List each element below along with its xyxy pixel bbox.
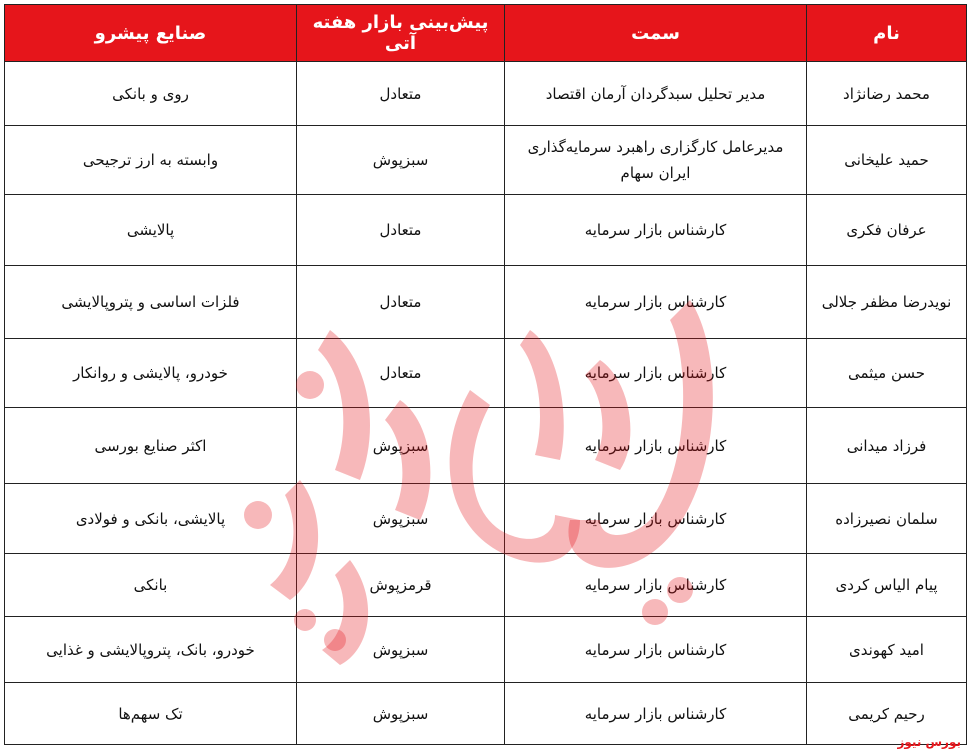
cell-industries: تک سهم‌ها — [5, 683, 297, 745]
table-row — [5, 683, 967, 745]
header-industries: صنایع پیشرو — [5, 5, 297, 62]
cell-industries: بانکی — [5, 554, 297, 617]
cell-role: کارشناس بازار سرمایه — [505, 339, 807, 408]
table-row — [5, 617, 967, 683]
source-label: بورس نیوز — [897, 735, 961, 749]
cell-name: فرزاد میدانی — [807, 408, 967, 484]
cell-role: مدیرعامل کارگزاری راهبرد سرمایه‌گذاری ایران سهام — [505, 126, 807, 195]
cell-industries: وابسته به ارز ترجیحی — [5, 126, 297, 195]
cell-name: سلمان نصیرزاده — [807, 484, 967, 554]
cell-role: کارشناس بازار سرمایه — [505, 484, 807, 554]
cell-name: نویدرضا مظفر جلالی — [807, 266, 967, 339]
cell-role: کارشناس بازار سرمایه — [505, 554, 807, 617]
cell-forecast: متعادل — [297, 266, 505, 339]
cell-industries: پالایشی — [5, 195, 297, 266]
table-row — [5, 339, 967, 408]
cell-forecast: قرمزپوش — [297, 554, 505, 617]
cell-role: کارشناس بازار سرمایه — [505, 195, 807, 266]
cell-industries: خودرو، بانک، پتروپالایشی و غذایی — [5, 617, 297, 683]
header-name: نام — [807, 5, 967, 62]
cell-forecast: سبزپوش — [297, 408, 505, 484]
table-row — [5, 408, 967, 484]
table-row — [5, 62, 967, 126]
table-row — [5, 126, 967, 195]
cell-forecast: سبزپوش — [297, 683, 505, 745]
cell-industries: پالایشی، بانکی و فولادی — [5, 484, 297, 554]
table-row — [5, 195, 967, 266]
cell-role: کارشناس بازار سرمایه — [505, 408, 807, 484]
cell-role: کارشناس بازار سرمایه — [505, 266, 807, 339]
forecast-table — [4, 4, 967, 745]
cell-forecast: سبزپوش — [297, 126, 505, 195]
cell-industries: فلزات اساسی و پتروپالایشی — [5, 266, 297, 339]
cell-role: کارشناس بازار سرمایه — [505, 683, 807, 745]
cell-industries: خودرو، پالایشی و روانکار — [5, 339, 297, 408]
cell-name: حمید علیخانی — [807, 126, 967, 195]
cell-forecast: سبزپوش — [297, 617, 505, 683]
header-forecast: پیش‌بینی بازار هفته آتی — [297, 5, 505, 62]
cell-forecast: متعادل — [297, 62, 505, 126]
cell-forecast: متعادل — [297, 339, 505, 408]
cell-role: کارشناس بازار سرمایه — [505, 617, 807, 683]
table-header-row — [5, 5, 967, 62]
cell-forecast: سبزپوش — [297, 484, 505, 554]
cell-name: پیام الیاس کردی — [807, 554, 967, 617]
cell-industries: اکثر صنایع بورسی — [5, 408, 297, 484]
forecast-table-container — [4, 4, 966, 745]
header-role: سمت — [505, 5, 807, 62]
cell-role: مدیر تحلیل سبدگردان آرمان اقتصاد — [505, 62, 807, 126]
cell-name: حسن میثمی — [807, 339, 967, 408]
cell-name: محمد رضانژاد — [807, 62, 967, 126]
cell-forecast: متعادل — [297, 195, 505, 266]
cell-name: امید کهوندی — [807, 617, 967, 683]
cell-name: رحیم کریمی — [807, 683, 967, 745]
cell-name: عرفان فکری — [807, 195, 967, 266]
table-row — [5, 554, 967, 617]
table-row — [5, 484, 967, 554]
cell-industries: روی و بانکی — [5, 62, 297, 126]
table-row — [5, 266, 967, 339]
